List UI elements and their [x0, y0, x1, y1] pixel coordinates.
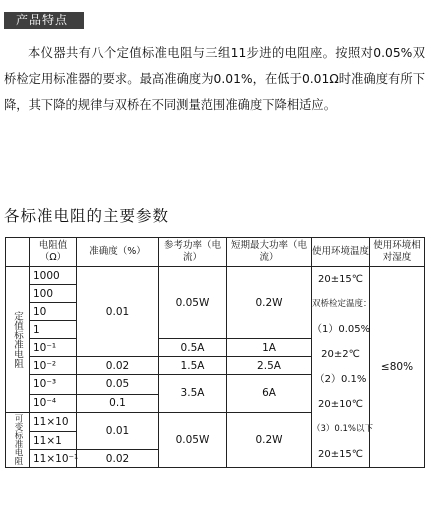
ref-power-cell: 3.5A	[159, 375, 227, 413]
group-label-variable: 可变标准电阻	[6, 412, 30, 468]
env-temp-line: 20±2℃	[321, 349, 360, 360]
resistance-cell: 100	[30, 285, 77, 303]
resistance-cell: 11×1	[30, 432, 77, 450]
header-max-power: 短期最大功率（电流）	[227, 238, 312, 267]
resistance-cell: 10	[30, 303, 77, 321]
max-power-cell: 1A	[227, 339, 312, 357]
parameters-table	[5, 237, 425, 468]
ref-power-cell: 0.5A	[159, 339, 227, 357]
env-temp-cell	[312, 267, 374, 468]
ref-power-cell: 1.5A	[159, 357, 227, 375]
env-temp-line: 20±15℃	[317, 274, 364, 285]
header-corner	[6, 238, 30, 267]
header-env-temp: 使用环境温度	[312, 238, 370, 267]
accuracy-cell: 0.01	[77, 267, 159, 357]
header-accuracy: 准确度（%）	[77, 238, 159, 267]
accuracy-cell: 0.01	[77, 412, 159, 450]
resistance-cell: 1	[30, 321, 77, 339]
resistance-cell: 10⁻³	[30, 375, 77, 395]
env-temp-line: （3）0.1%以下	[312, 424, 374, 434]
resistance-cell: 11×10	[30, 412, 77, 432]
group-label-fixed: 定值标准电阻	[6, 267, 30, 413]
intro-paragraph: 本仪器共有八个定值标准电阻与三组11步进的电阻座。按照对0.05%双桥检定用标准器的要求。最高准确度为0.01%，在低于0.01Ω时准确度有所下降，其下降的规律与双桥在不同测量范围准确度下降相适应。	[4, 46, 425, 112]
ref-power-cell: 0.05W	[159, 267, 227, 339]
resistance-cell: 10⁻²	[30, 357, 77, 375]
table-title: 各标准电阻的主要参数	[4, 207, 170, 225]
accuracy-cell: 0.1	[77, 394, 159, 412]
resistance-cell: 10⁻¹	[30, 339, 77, 357]
section-header: 产品特点	[4, 12, 84, 29]
accuracy-cell: 0.05	[77, 375, 159, 395]
resistance-cell: 11×10⁻¹	[30, 450, 77, 468]
header-row	[6, 238, 425, 267]
header-resistance: 电阻值（Ω）	[30, 238, 77, 267]
accuracy-cell: 0.02	[77, 357, 159, 375]
env-humidity-cell: ≤80%	[370, 267, 425, 468]
ref-power-cell: 0.05W	[159, 412, 227, 468]
header-env-humidity: 使用环境相对湿度	[370, 238, 425, 267]
resistance-cell: 1000	[30, 267, 77, 285]
env-temp-line: 20±15℃	[317, 449, 364, 460]
env-temp-line: 20±10℃	[317, 399, 364, 410]
env-temp-line: （2）0.1%	[314, 374, 367, 385]
max-power-cell: 0.2W	[227, 267, 312, 339]
env-temp-line: （1）0.05%	[312, 324, 371, 335]
max-power-cell: 2.5A	[227, 357, 312, 375]
env-temp-line: 双桥检定温度：	[312, 299, 372, 309]
accuracy-cell: 0.02	[77, 450, 159, 468]
max-power-cell: 6A	[227, 375, 312, 413]
max-power-cell: 0.2W	[227, 412, 312, 468]
resistance-cell: 10⁻⁴	[30, 394, 77, 412]
header-ref-power: 参考功率（电流）	[159, 238, 227, 267]
